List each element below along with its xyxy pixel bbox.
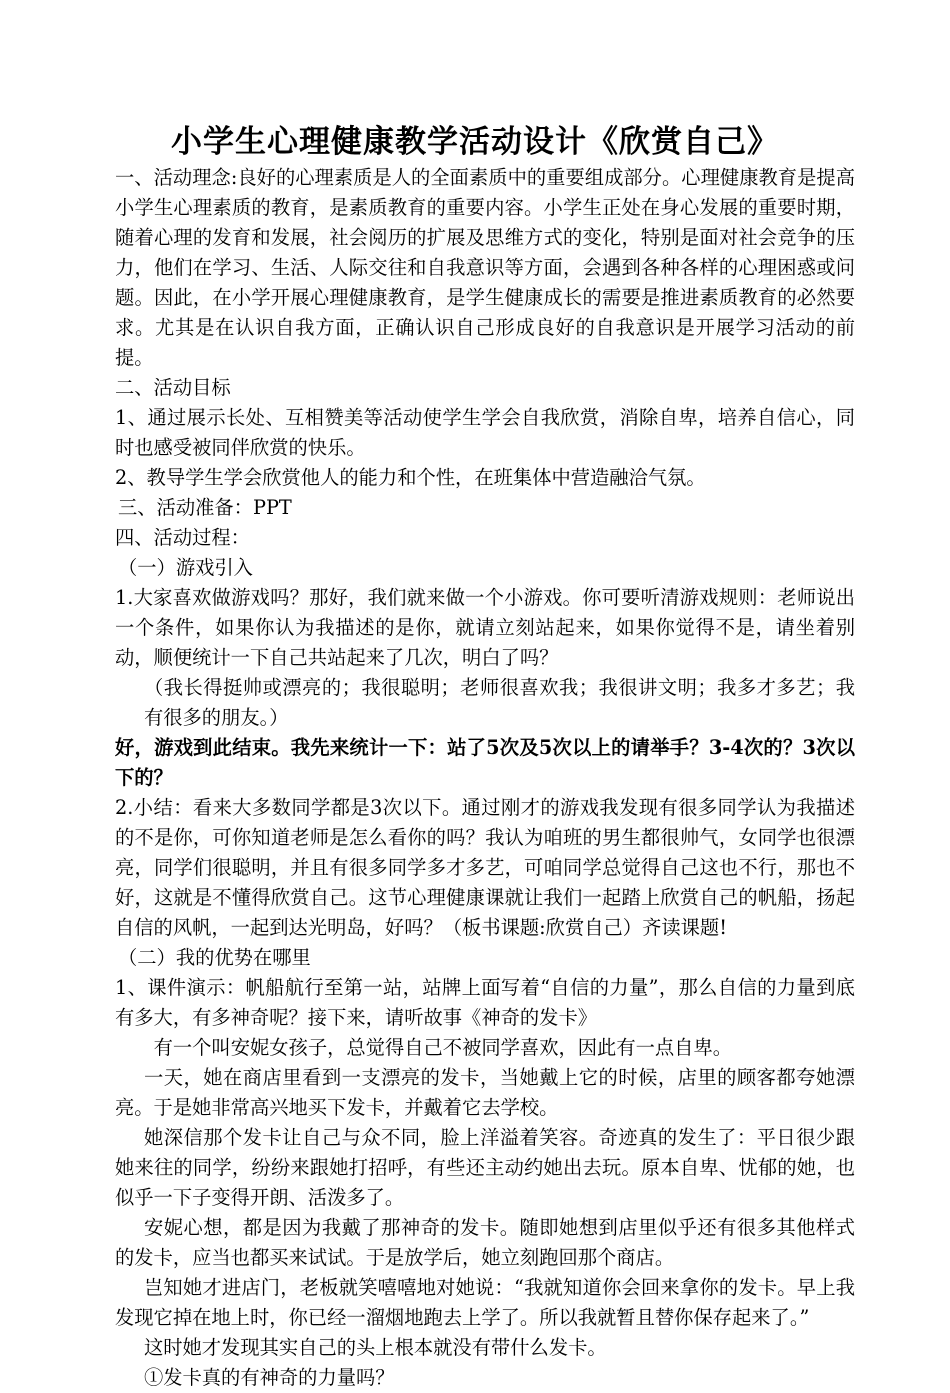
game-intro-paragraph: 1.大家喜欢做游戏吗？那好，我们就来做一个小游戏。你可要听清游戏规则：老师说出一个条件，如果你认为我描述的是你，就请立刻站起来，如果你觉得不是，请坐着别动，顺便统计一下自己共站起来了几次，明白了吗？ [115, 586, 855, 669]
process-heading: 四、活动过程： [115, 526, 250, 549]
story-paragraph: 她深信那个发卡让自己与众不同，脸上洋溢着笑容。奇迹真的发生了：平日很少跟她来往的同学，纷纷来跟她打招呼，有些还主动约她出去玩。原本自卑、忧郁的她，也似乎一下子变得开朗、活泼多了。 [115, 1126, 855, 1209]
part-2-heading: （二）我的优势在哪里 [118, 946, 311, 969]
question-1-paragraph: ①发卡真的有神奇的力量吗？ [143, 1366, 395, 1389]
goal-2-paragraph: 2、教导学生学会欣赏他人的能力和个性，在班集体中营造融洽气氛。 [115, 466, 706, 489]
courseware-paragraph: 1、课件演示：帆船航行至第一站，站牌上面写着“自信的力量”，那么自信的力量到底有多大，有多神奇呢？接下来，请听故事《神奇的发卡》 [115, 976, 855, 1029]
story-paragraph: 这时她才发现其实自己的头上根本就没有带什么发卡。 [143, 1336, 607, 1359]
part-1-heading: （一）游戏引入 [118, 556, 253, 579]
goal-1-paragraph: 1、通过展示长处、互相赞美等活动使学生学会自我欣赏，消除自卑，培养自信心，同时也感受被同伴欣赏的快乐。 [115, 406, 855, 459]
summary-paragraph: 2.小结：看来大多数同学都是3次以下。通过刚才的游戏我发现有很多同学认为我描述的不是你，可你知道老师是怎么看你的吗？我认为咱班的男生都很帅气，女同学也很漂亮，同学们很聪明，并且有很多同学多才多艺，可咱同学总觉得自己这也不行，那也不好，这就是不懂得欣赏自己。这节心理健康课就让我们一起踏上欣赏自己的帆船，扬起自信的风帆，一起到达光明岛，好吗？（板书课题:欣赏自己）齐读课题! [115, 796, 855, 939]
story-paragraph: 有一个叫安妮女孩子，总觉得自己不被同学喜欢，因此有一点自卑。 [153, 1036, 733, 1059]
preparation-heading: 三、活动准备：PPT [118, 496, 292, 519]
story-paragraph: 岂知她才进店门，老板就笑嘻嘻地对她说：“我就知道你会回来拿你的发卡。早上我发现它掉在地上时，你已经一溜烟地跑去上学了。所以我就暂且替你保存起来了。” [115, 1276, 855, 1329]
story-paragraph: 一天，她在商店里看到一支漂亮的发卡，当她戴上它的时候，店里的顾客都夸她漂亮。于是她非常高兴地买下发卡，并戴着它去学校。 [115, 1066, 855, 1119]
game-conditions-paragraph: （我长得挺帅或漂亮的；我很聪明；老师很喜欢我；我很讲文明；我多才多艺；我有很多的朋友。） [143, 676, 855, 729]
goals-heading: 二、活动目标 [115, 376, 231, 399]
document-body [115, 163, 855, 1393]
activity-philosophy-paragraph: 一、活动理念:良好的心理素质是人的全面素质中的重要组成部分。心理健康教育是提高小学生心理素质的教育，是素质教育的重要内容。小学生正处在身心发展的重要时期，随着心理的发育和发展，社会阅历的扩展及思维方式的变化，特别是面对社会竞争的压力，他们在学习、生活、人际交往和自我意识等方面，会遇到各种各样的心理困惑或问题。因此，在小学开展心理健康教育，是学生健康成长的需要是推进素质教育的必然要求。尤其是在认识自我方面，正确认识自己形成良好的自我意识是开展学习活动的前提。 [115, 166, 855, 369]
story-paragraph: 安妮心想，都是因为我戴了那神奇的发卡。随即她想到店里似乎还有很多其他样式的发卡，应当也都买来试试。于是放学后，她立刻跑回那个商店。 [115, 1216, 855, 1269]
document-title: 小学生心理健康教学活动设计《欣赏自己》 [171, 124, 779, 160]
game-end-paragraph: 好，游戏到此结束。我先来统计一下：站了5次及5次以上的请举手？3-4次的？3次以下的？ [115, 736, 855, 789]
